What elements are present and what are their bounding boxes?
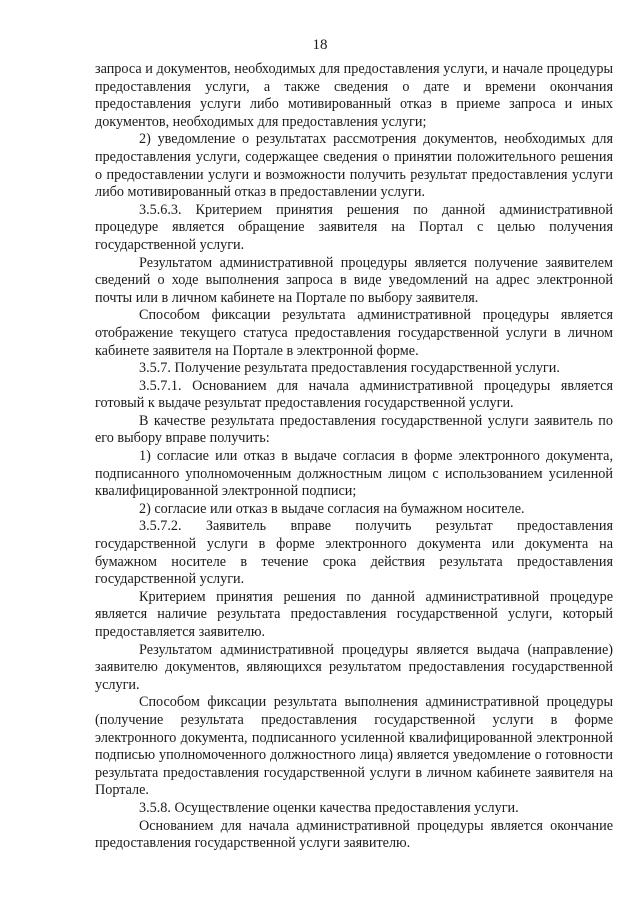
paragraph: 3.5.8. Осуществление оценки качества предоставления услуги. bbox=[139, 799, 519, 816]
document-body bbox=[95, 61, 613, 853]
paragraph: 3.5.7.2. Заявитель вправе получить результат предоставления государственной услуги в форме электронного документа или документа на бумажном носителе в течение срока действия результата предоставления государственной услуги. bbox=[95, 518, 613, 588]
paragraph: запроса и документов, необходимых для предоставления услуги, и начале процедуры предоставления услуги, а также сведения о дате и времени окончания предоставления услуги либо мотивированный отказ в приеме запроса и иных документов, необходимых для предоставления услуги; bbox=[95, 61, 613, 130]
paragraph: 3.5.7. Получение результата предоставления государственной услуги. bbox=[139, 360, 560, 377]
paragraph: Способом фиксации результата выполнения административной процедуры (получение результата предоставления государственной услуги в форме электронного документа, подписанного усиленной квалифицированной электронной подписью уполномоченного должностного лица) является уведомление о готовности результата предоставления государственной услуги в личном кабинете заявителя на Портале. bbox=[95, 694, 613, 799]
paragraph: Критерием принятия решения по данной административной процедуре является наличие результата предоставления государственной услуги, который предоставляется заявителю. bbox=[95, 588, 613, 640]
paragraph: 1) согласие или отказ в выдаче согласия в форме электронного документа, подписанного уполномоченным должностным лицом с использованием усиленной квалифицированной электронной подписи; bbox=[95, 448, 613, 500]
paragraph: 3.5.7.1. Основанием для начала административной процедуры является готовый к выдаче результат предоставления государственной услуги. bbox=[95, 377, 613, 412]
page-number: 18 bbox=[312, 37, 328, 53]
paragraph: Результатом административной процедуры является выдача (направление) заявителю документов, являющихся результатом предоставления государственной услуги. bbox=[95, 641, 613, 693]
paragraph: 2) согласие или отказ в выдаче согласия на бумажном носителе. bbox=[139, 500, 525, 517]
paragraph: Основанием для начала административной процедуры является окончание предоставления государственной услуги заявителю. bbox=[95, 817, 613, 852]
paragraph: В качестве результата предоставления государственной услуги заявитель по его выбору вправе получить: bbox=[95, 412, 613, 447]
paragraph: 3.5.6.3. Критерием принятия решения по данной административной процедуре является обращение заявителя на Портал с целью получения государственной услуги. bbox=[95, 201, 613, 253]
paragraph: Способом фиксации результата административной процедуры является отображение текущего статуса предоставления государственной услуги в личном кабинете заявителя на Портале в электронной форме. bbox=[95, 307, 613, 359]
paragraph: Результатом административной процедуры является получение заявителем сведений о ходе выполнения запроса в виде уведомлений на адрес электронной почты или в личном кабинете на Портале по выбору заявителя. bbox=[95, 254, 613, 306]
paragraph: 2) уведомление о результатах рассмотрения документов, необходимых для предоставления услуги, содержащее сведения о принятии положительного решения о предоставлении услуги и возможности получить результат предоставления услуги либо мотивированный отказ в предоставлении услуги. bbox=[95, 131, 613, 201]
